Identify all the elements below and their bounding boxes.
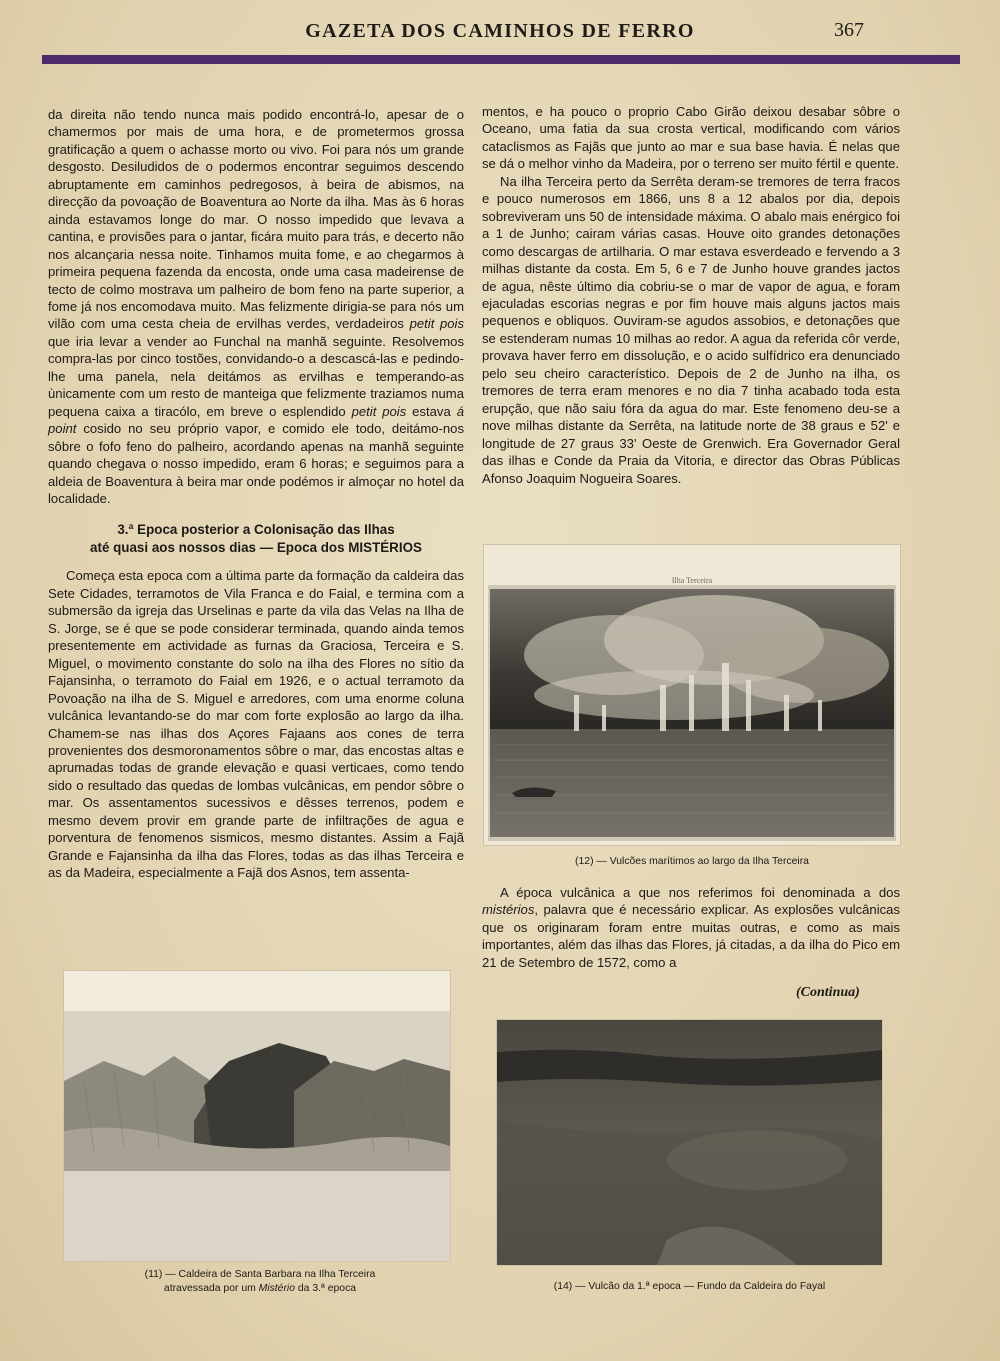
text-run: da 3.ª epoca — [295, 1283, 357, 1294]
figure-11-caption — [90, 1268, 430, 1296]
text-run: atravessada por um — [163, 1283, 259, 1294]
italic-text: petit pois — [351, 403, 407, 419]
volcanic-sea-engraving — [484, 545, 900, 845]
right-column — [482, 103, 900, 487]
figure-14-caption: (14) — Vulcão da 1.ª epoca — Fundo da Caldeira do Fayal — [553, 1281, 826, 1292]
text-run: A época vulcânica a que nos referimos foi denominada a dos — [500, 885, 900, 900]
text-run: cosido no seu próprio vapor, e comido ele todo, deitámo-nos sôbre o fofo feno do palheiro, acordando apenas na manhã seguinte quando chegava o nosso impedido, eram 6 horas; e seguimos para a aldeia de Boaventura à beira mar onde podémos ir almoçar no hotel da localidade. — [48, 421, 464, 506]
journal-title: GAZETA DOS CAMINHOS DE FERRO — [305, 20, 695, 42]
italic-text: mistérios — [482, 902, 535, 918]
header-rule — [42, 55, 960, 64]
section-heading-line: até quasi aos nossos dias — Epoca dos MISTÉRIOS — [90, 540, 422, 556]
paragraph: Começa esta epoca com a última parte da formação da caldeira das Sete Cidades, terramotos de Vila Franca e do Faial, e termina com a submersão da igreja das Urselinas e parte da vila das Velas na Ilha de S. Jorge, se é que se pode considerar terminada, quando ainda temos presentemente em actividade as furnas da Graciosa, Terceira e S. Miguel, o movimento constante do solo na ilha des Flores no sítio da Fajansinha, o terramoto do Faial em 1926, e o actual terramoto da Povoação na ilha de S. Miguel e arredores, com uma enorme coluna vulcânica levantando-se do mar com forte explosão ao largo da ilha. Chamem-se nas ilhas dos Açores Fajaans aos cones de terra provenientes dos desmoronamentos sôbre o mar, das encostas altas e aprumadas todas de grande elevação e quasi verticaes, como tendo sido o resultado das quedas de lombas vulcânicas, em pendor sôbre o mar. Os assentamentos sucessivos e dêsses terrenos, podem e mesmo devem provir em grande parte de infiltrações de agua e porventura de fenomenos sismicos, mesmo distantes. Assim a Fajã Grande e Fajansinha da ilha das Flores, todas as das ilhas Terceira e as da Madeira, especialmente a Fajã dos Asnos, tem assenta- — [48, 568, 464, 881]
figure-14-image — [497, 1020, 882, 1265]
paragraph: Na ilha Terceira perto da Serrêta deram-se tremores de terra fracos e pouco numerosos em 1866, uns 8 a 12 abalos por dia, depois sobreviveram uns 50 de intensidade máxima. O abalo mais enérgico foi a 1 de Junho; cairam várias casas. Houve oito grandes detonações como descargas de artilharia. O mar estava esverdeado e fervendo a 3 milhas distante da costa. Em 5, 6 e 7 de Junho houve grandes jactos de agua, nêste último dia cobriu-se o mar de vapor de agua, e foram ejaculadas escorias negras e por fim houve mais alguns jactos mais pequenos e obliquos. Ouviram-se agudos assobios, e detonações que se estenderam numas 10 milhas ao redor. A agua da referida côr verde, provava haver ferro em dissolução, e o acido sulfídrico era denunciado pelo seu cheiro característico. Depois de 2 de Junho na ilha, os tremores de terra eram menores e no dia 7 tinha acabado toda esta erupção, que não saiu fóra da agua do mar. Este fenomeno deu-se a nove milhas distante da Serrêta, na latitude norte de 38 graus e 52' e longitude de 27 graus 33' Oeste de Grenwich. Era Governador Geral das ilhas e Conde da Praia da Vitoria, e director das Obras Públicas Afonso Joaquim Nogueira Soares. — [482, 173, 900, 486]
text-run: que iria levar a vender ao Funchal na manhã seguinte. Resolvemos compra-las por cinco tostões, convidando-o a descascá-las e pedindo-lhe uma panela, nela deitámos as ervilhas e temperando-as ùnicamente com um resto de manteiga que felizmente traziamos numa pequena caixa a tiracólo, em breve o esplendido — [48, 333, 464, 419]
text-run: , palavra que é necessário explicar. As explosões vulcânicas que os originaram foram entre muitas outras, e como as mais importantes, além das ilhas das Flores, já citadas, a da ilha do Pico em 21 de Setembro de 1572, como a — [482, 902, 900, 970]
caldeira-engraving — [64, 971, 450, 1261]
italic-text: petit pois — [409, 316, 464, 332]
caption-line: (11) — Caldeira de Santa Barbara na Ilha Terceira — [144, 1269, 376, 1280]
figure-12-image — [484, 545, 900, 845]
caption-line — [90, 1282, 430, 1296]
figure-11-image — [64, 971, 450, 1261]
continua-label: (Continua) — [796, 985, 860, 1000]
page-number: 367 — [834, 19, 864, 41]
section-heading — [48, 521, 464, 557]
paragraph — [48, 106, 464, 507]
paragraph — [482, 884, 900, 971]
paragraph: mentos, e ha pouco o proprio Cabo Girão deixou desabar sôbre o Oceano, uma fatia da sua crosta vertical, modificando com vários cataclismos as Fajãs que junto ao mar e sua base havia. É nelas que se dá o melhor vinho da Madeira, por o terreno ser muito fértil e quente. — [482, 104, 900, 172]
fayal-caldeira-photo — [497, 1020, 882, 1265]
right-column-continued — [482, 884, 900, 971]
italic-text: á point — [48, 403, 464, 437]
left-column — [48, 106, 464, 882]
text-run: estava — [406, 403, 457, 419]
figure-12-caption: (12) — Vulcões marítimos ao largo da Ilha Terceira — [575, 856, 809, 867]
engraving-inscription: Ilha Terceira — [671, 576, 713, 585]
text-run: da direita não tendo nunca mais podido encontrá-lo, apesar de o chamermos por mais de uma hora, e de prometermos grossa gratificação a quem o achasse morto ou vivo. Foi para nós um grande desgosto. Desiludidos de o podermos encontrar seguimos descendo abruptamente em caminhos pedregosos, à beira de abismos, na direcção da povoação de Boaventura ao Norte da ilha. Mas às 6 horas ainda estavamos longe do mar. O nosso impedido que levava a cantina, e provisões para o jantar, ficára muito para trás, e decerto não nos alcançaria nessa noite. Tinhamos muita fome, e ao chegarmos à primeira pequena fazenda da encosta, onde uma casa madeirense de tecto de colmo mostrava um palheiro de bom feno na parte superior, a fome já nos encomodava muito. Mas felizmente dirigia-se para nós um vilão com uma cesta cheia de ervilhas verdes, verdadeiros — [48, 107, 464, 332]
italic-text: Mistério — [258, 1283, 296, 1294]
section-heading-line: 3.ª Epoca posterior a Colonisação das Ilhas — [117, 522, 395, 538]
running-header — [40, 16, 960, 48]
